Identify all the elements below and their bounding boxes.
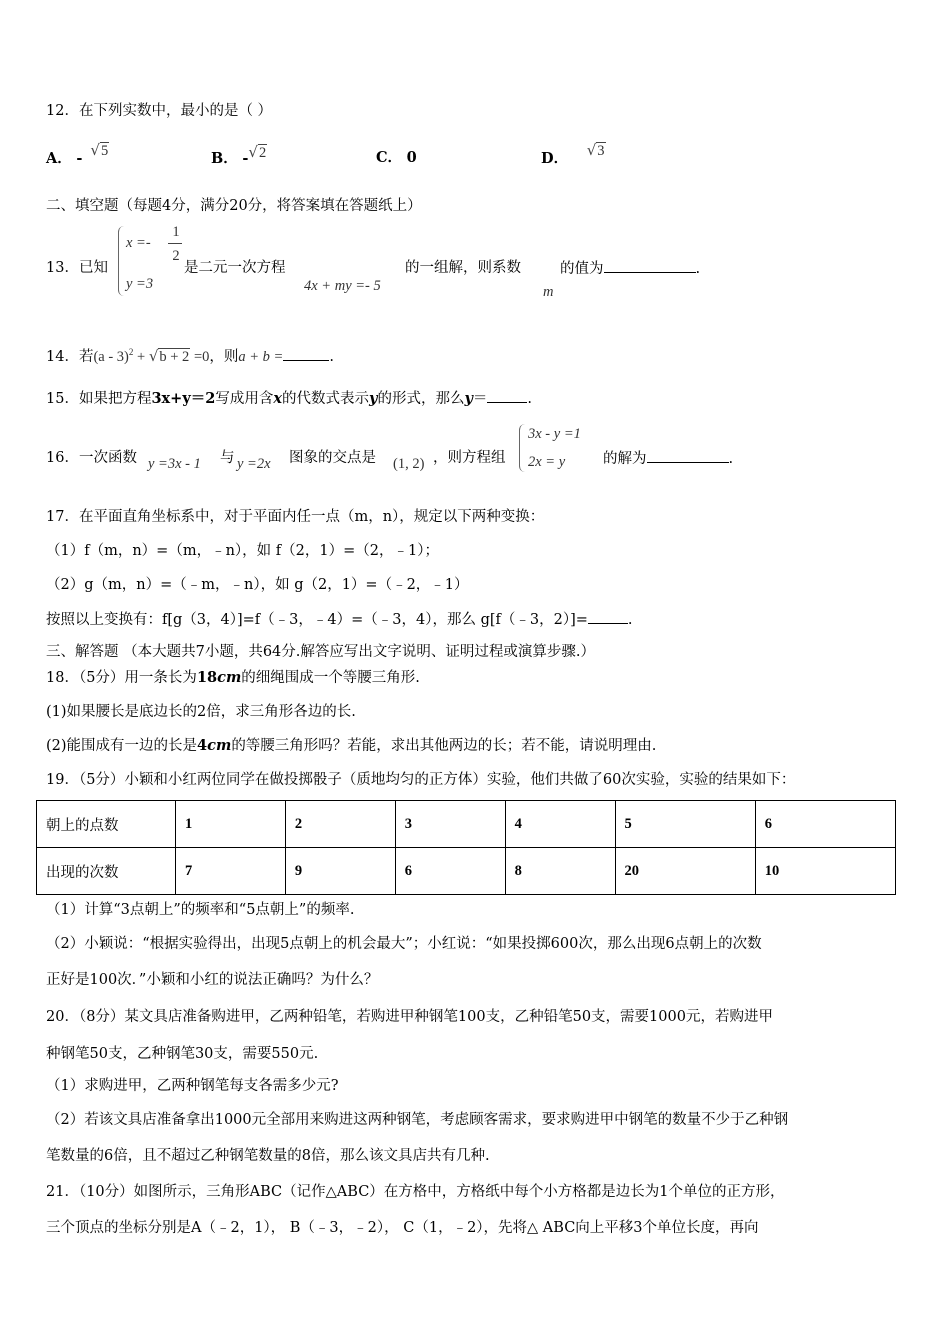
q13-system-line2: y =3: [126, 276, 154, 292]
q12-option-a: [46, 141, 109, 169]
q20-line2: 种钢笔50支，乙种钢笔30支，需要550元.: [46, 1046, 319, 1062]
option-b-value: [248, 145, 267, 161]
q13-mid: 是二元一次方程: [184, 260, 286, 276]
q16-system-brace: [519, 424, 526, 472]
table-cell: 9: [285, 848, 395, 895]
q16-t1: 16．一次函数: [46, 450, 137, 466]
option-a-value: [90, 143, 109, 159]
q18-part2: [46, 736, 656, 756]
q15-equation: 3x+y＝2: [151, 390, 216, 407]
q13-prefix: 13．已知: [46, 260, 108, 276]
q16-answer-line: [603, 448, 733, 469]
q18-stem-d: 的细绳围成一个等腰三角形.: [241, 670, 420, 686]
q19-frequency-table: [36, 800, 896, 895]
q18-stem: [46, 668, 420, 688]
q15-t3: 的代数式表示: [282, 391, 370, 407]
q13-frac-bar: [168, 243, 182, 244]
q14-prefix: 14．若: [46, 348, 94, 365]
table-row: [37, 801, 896, 848]
q14-radicand: b + 2: [159, 348, 190, 365]
table-cell: 6: [755, 801, 895, 848]
q16-t4: ，则方程组: [433, 450, 506, 466]
q13-equation: 4x + my =- 5: [304, 278, 381, 294]
q20-part2-line2: 笔数量的6倍，且不超过乙种钢笔数量的8倍，那么该文具店共有几种.: [46, 1148, 490, 1164]
sqrt-icon: √: [248, 143, 258, 161]
section-3-title: 三、解答题 （本大题共7小题，共64分.解答应写出文字说明、证明过程或演算步骤.）: [46, 644, 596, 660]
q16-t3: 图象的交点是: [289, 450, 376, 466]
q20-part1: （1）求购进甲，乙两种钢笔每支各需多少元?: [46, 1078, 339, 1094]
q18-stem-a: 18．（5分）用一条长为: [46, 670, 197, 686]
q19-part1: （1）计算“3点朝上”的频率和“5点朝上”的频率.: [46, 902, 355, 918]
table-row: [37, 848, 896, 895]
table-cell: 8: [505, 848, 615, 895]
q19-stem: 19．（5分）小颖和小红两位同学在做投掷骰子（质地均匀的正方体）实验，他们共做了60次实验，实验的结果如下：: [46, 772, 796, 788]
q18-length: 18: [196, 669, 218, 686]
q14-plus: +: [133, 348, 149, 365]
q13-system-brace: [118, 226, 125, 296]
q14-expr1: (a - 3): [93, 348, 129, 365]
option-d-label: D．: [541, 150, 569, 167]
option-d-radicand: 3: [597, 143, 605, 159]
q17-stem: 17．在平面直角坐标系中，对于平面内任一点（m，n），规定以下两种变换：: [46, 509, 545, 525]
option-c-value: 0: [406, 149, 417, 166]
option-a-label: A．: [46, 150, 72, 167]
q15-t2: 写成用含: [215, 391, 274, 407]
sqrt-icon: √: [148, 346, 159, 365]
q13-tail: 的一组解，则系数: [405, 260, 521, 276]
q14-answer-blank[interactable]: [283, 346, 329, 361]
q21-line2: 三个顶点的坐标分别是A（﹣2，1）， B（﹣3，﹣2）， C（1，﹣2），先将△ ABC向上平移3个单位长度，再向: [46, 1220, 759, 1236]
q18-part1: (1)如果腰长是底边长的2倍，求三角形各边的长.: [46, 704, 356, 720]
q12-option-d: [541, 141, 606, 169]
q18-p2-a: (2)能围成有一边的长是: [46, 738, 198, 754]
q14-eq: =0: [190, 348, 210, 365]
q16-f2: y =2x: [237, 456, 271, 472]
table-cell: 7: [176, 848, 286, 895]
q15-y: y: [369, 390, 378, 407]
sqrt-icon: √: [90, 141, 100, 159]
q19-part2-line1: （2）小颖说：“根据实验得出，出现5点朝上的机会最大”；小红说：“如果投掷600次，那么出现6点朝上的次数: [46, 936, 762, 952]
q18-p2-unit: cm: [207, 737, 232, 754]
section-2-title: 二、填空题（每题4分，满分20分，将答案填在答题纸上）: [46, 198, 422, 214]
sqrt-icon: √: [586, 141, 597, 159]
q16-t5: 的解为: [603, 451, 647, 467]
q13-frac-num: 1: [172, 224, 180, 240]
option-b-radicand: 2: [258, 145, 267, 161]
q15-t1: 15．如果把方程: [46, 391, 152, 407]
q20-part2-line1: （2）若该文具店准备拿出1000元全部用来购进这两种钢笔，考虑顾客需求，要求购进甲中钢笔的数量不少于乙种钢: [46, 1112, 789, 1128]
q15-answer-blank[interactable]: [487, 388, 527, 403]
q13-var-m: m: [543, 284, 554, 300]
q15-t4: 的形式，那么: [377, 391, 465, 407]
table-row-head: 出现的次数: [37, 848, 176, 895]
option-c-label: C．: [376, 149, 403, 166]
q17-rule1: （1）f（m，n）=（m，﹣n），如 f（2，1）=（2，﹣1）；: [46, 543, 439, 559]
option-b-label: B．: [211, 150, 238, 167]
q15-y2: y: [464, 390, 473, 407]
q16-f1: y =3x - 1: [148, 456, 201, 472]
q13-answer-line: [560, 258, 700, 279]
q13-tail2: 的值为: [560, 261, 604, 277]
q16-point: (1, 2): [393, 456, 425, 472]
q16-system-line1: 3x - y =1: [528, 426, 581, 442]
table-cell: 20: [615, 848, 755, 895]
q14-sup: 2: [128, 347, 134, 357]
q18-unit: cm: [217, 669, 242, 686]
table-cell: 4: [505, 801, 615, 848]
option-a-radicand: 5: [100, 143, 109, 159]
q12-stem: 12．在下列实数中，最小的是（ ）: [46, 103, 273, 119]
q14-comma: ，则: [209, 348, 239, 365]
q13-answer-blank[interactable]: [604, 258, 696, 273]
q13-frac-den: 2: [172, 248, 180, 264]
q14-line: [46, 342, 334, 367]
q12-option-b: [211, 143, 267, 169]
table-cell: 10: [755, 848, 895, 895]
q15-line: [46, 388, 532, 409]
q16-end: .: [728, 451, 734, 467]
q14-expr: [93, 346, 210, 365]
table-cell: 3: [395, 801, 505, 848]
q16-answer-blank[interactable]: [647, 448, 729, 463]
q14-ask: a + b =: [238, 348, 284, 365]
q13-end: .: [695, 261, 701, 277]
q17-rule2: （2）g（m，n）=（﹣m，﹣n），如 g（2，1）=（﹣2，﹣1）: [46, 577, 469, 593]
q15-x: x: [273, 390, 283, 407]
q19-part2-line2: 正好是100次．”小颖和小红的说法正确吗？为什么？: [46, 972, 379, 988]
table-cell: 6: [395, 848, 505, 895]
q21-line1: 21．（10分）如图所示，三角形ABC（记作△ABC）在方格中，方格纸中每个小方格都是边长为1个单位的正方形，: [46, 1184, 785, 1200]
q17-end: .: [627, 612, 633, 628]
q18-p2-length: 4: [197, 737, 208, 754]
table-row-head: 朝上的点数: [37, 801, 176, 848]
q17-answer-blank[interactable]: [588, 609, 628, 624]
q16-t2: 与: [220, 450, 235, 466]
option-a-sign: -: [76, 150, 83, 167]
q16-system-line2: 2x = y: [528, 454, 566, 470]
q18-p2-d: 的等腰三角形吗？若能，求出其他两边的长；若不能，请说明理由.: [231, 738, 657, 754]
q14-end: .: [329, 348, 334, 365]
q12-option-c: [376, 148, 417, 168]
q17-ask-line: [46, 609, 633, 630]
option-b-sign: -: [242, 150, 249, 167]
table-cell: 2: [285, 801, 395, 848]
option-d-value: [587, 143, 606, 159]
q13-system-line1: [126, 233, 151, 253]
table-cell: 5: [615, 801, 755, 848]
table-cell: 1: [176, 801, 286, 848]
q13-x-eq: x =-: [126, 235, 151, 251]
q20-line1: 20．（8分）某文具店准备购进甲，乙两种铅笔，若购进甲种钢笔100支，乙种铅笔50支，需要1000元，若购进甲: [46, 1009, 773, 1025]
q15-end: .: [527, 391, 532, 407]
q17-ask: 按照以上变换有：f[g（3，4）]=f（﹣3，﹣4）=（﹣3，4），那么 g[f（﹣3，2）]=: [46, 612, 588, 628]
q15-t5: ＝: [472, 391, 488, 407]
